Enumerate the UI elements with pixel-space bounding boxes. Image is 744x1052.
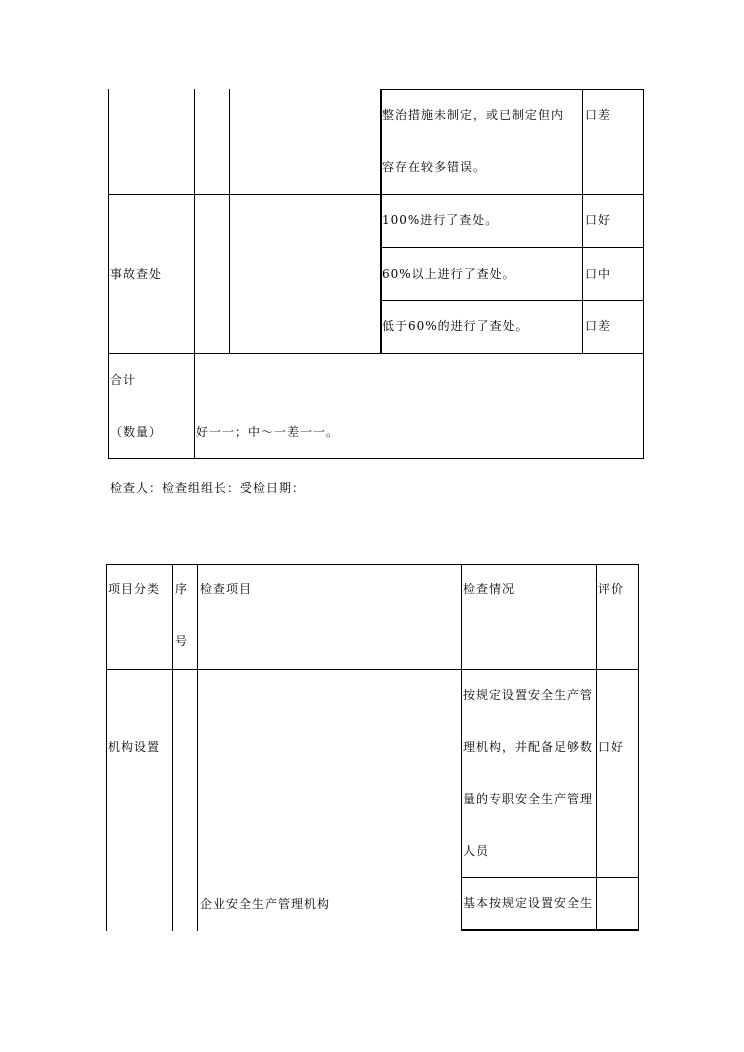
table1-line xyxy=(108,353,644,354)
table2-line xyxy=(106,564,639,565)
rating-checkbox[interactable]: 口好 xyxy=(598,740,625,754)
criteria-text: 100%进行了查处。 xyxy=(382,213,499,227)
rating-checkbox[interactable]: 口差 xyxy=(585,108,612,122)
header-rating: 评价 xyxy=(598,582,625,596)
table1-line xyxy=(194,89,195,459)
table1-line xyxy=(108,458,644,459)
table1-line xyxy=(380,247,644,248)
table2-line xyxy=(596,564,597,931)
total-label-qty: （数量） xyxy=(110,425,163,439)
item-label: 企业安全生产管理机构 xyxy=(200,897,331,911)
header-status: 检查情况 xyxy=(463,582,516,596)
header-seq: 号 xyxy=(175,634,189,648)
table1-line xyxy=(380,300,644,301)
table1-line xyxy=(643,89,644,459)
table1-line xyxy=(582,89,583,353)
criteria-text: 按规定设置安全生产管 xyxy=(463,688,594,702)
criteria-text: 理机构，并配备足够数 xyxy=(463,740,594,754)
table2-line xyxy=(461,877,639,878)
rating-checkbox[interactable]: 口差 xyxy=(585,319,612,333)
header-category: 项目分类 xyxy=(108,582,161,596)
table2-line xyxy=(172,564,173,931)
table1-line xyxy=(108,89,109,459)
table2-line xyxy=(461,564,462,931)
criteria-text: 低于60%的进行了查处。 xyxy=(382,319,529,333)
total-label: 合计 xyxy=(110,373,137,387)
header-seq: 序 xyxy=(175,582,189,596)
table2-line xyxy=(461,929,639,931)
category-label: 机构设置 xyxy=(108,740,161,754)
table2-line xyxy=(197,564,198,931)
table2-line xyxy=(106,564,107,931)
table1-line xyxy=(108,194,644,195)
rating-checkbox[interactable]: 口中 xyxy=(585,267,612,281)
header-item: 检查项目 xyxy=(200,582,253,596)
table1-line xyxy=(229,89,230,353)
category-label: 事故查处 xyxy=(110,267,163,281)
signature-line: 检查人：检查组组长：受检日期： xyxy=(110,481,306,495)
table2-line xyxy=(638,564,639,931)
table2-line xyxy=(106,669,639,670)
table1-line xyxy=(380,89,644,90)
total-value: 好一一；中～一差一一。 xyxy=(196,425,340,439)
criteria-text: 容存在较多错误。 xyxy=(382,160,487,174)
criteria-text: 60%以上进行了查处。 xyxy=(382,267,516,281)
criteria-text: 人员 xyxy=(463,844,490,858)
criteria-text: 量的专职安全生产管理 xyxy=(463,792,594,806)
rating-checkbox[interactable]: 口好 xyxy=(585,213,612,227)
criteria-text: 整治措施未制定，或已制定但内 xyxy=(382,108,565,122)
criteria-text: 基本按规定设置安全生 xyxy=(463,896,594,910)
